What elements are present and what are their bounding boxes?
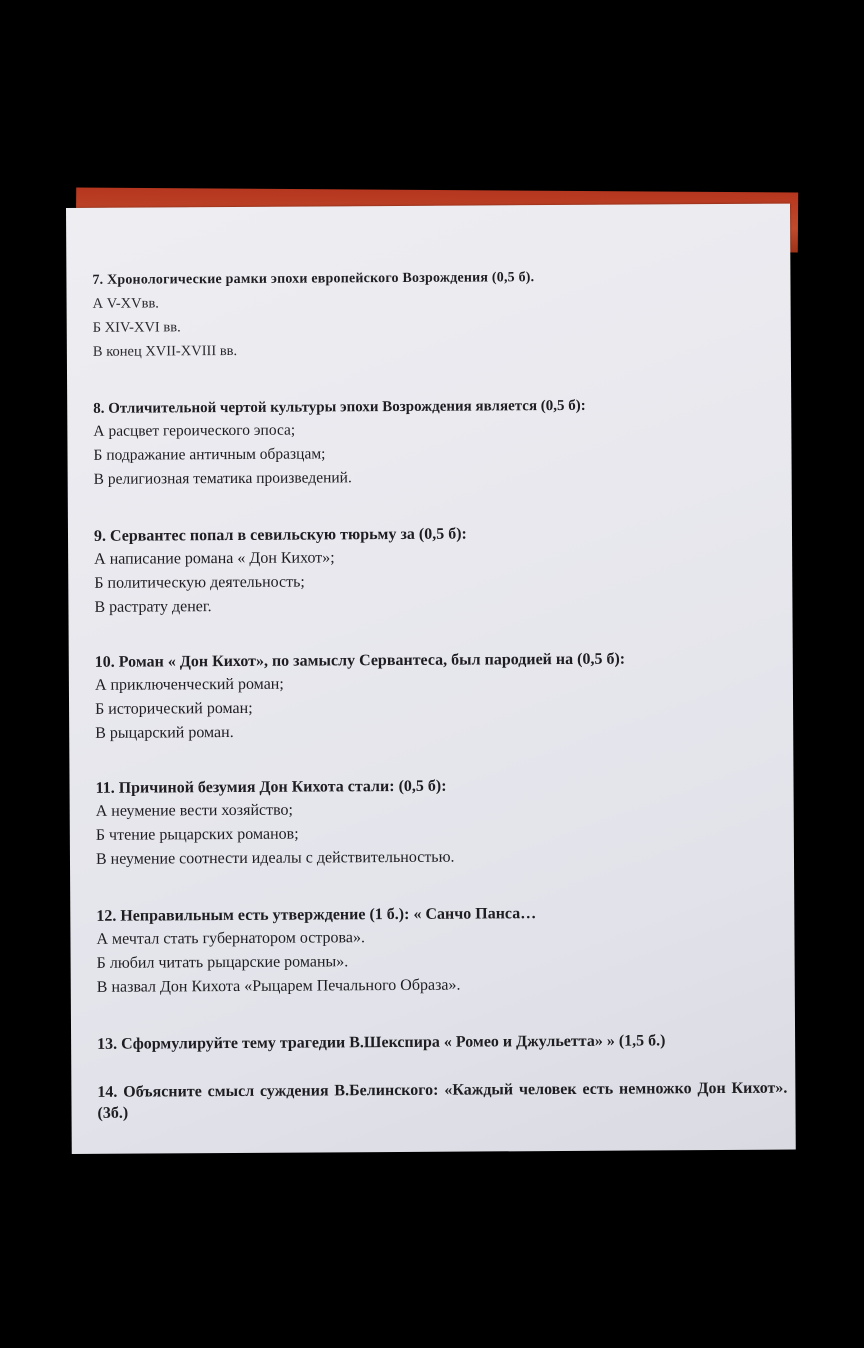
question-title: 13. Сформулируйте тему трагедии В.Шекспира « Ромео и Джульетта» » (1,5 б.) xyxy=(97,1032,666,1053)
answer-option-c: В религиозная тематика произведений. xyxy=(93,469,352,488)
question-8 xyxy=(93,394,792,492)
question-title: 12. Неправильным есть утверждение (1 б.): « Санчо Панса… xyxy=(96,905,537,925)
answer-option-b: Б XIV-XVI вв. xyxy=(92,319,181,336)
answer-option-c: В назвал Дон Кихота «Рыцарем Печального Образа». xyxy=(96,976,461,996)
question-title: 7. Хронологические рамки эпохи европейского Возрождения (0,5 б). xyxy=(92,270,535,288)
question-7 xyxy=(92,266,791,364)
answer-option-b: Б чтение рыцарских романов; xyxy=(95,825,299,844)
answer-option-a: А V-XVвв. xyxy=(92,295,159,312)
answer-option-c: В растрату денег. xyxy=(94,598,212,616)
question-title: 10. Роман « Дон Кихот», по замыслу Сервантеса, был пародией на (0,5 б): xyxy=(94,650,626,671)
answer-option-a: А расцвет героического эпоса; xyxy=(93,421,296,440)
question-11 xyxy=(95,774,794,872)
answer-option-b: Б любил читать рыцарские романы». xyxy=(96,953,349,972)
answer-option-b: Б политическую деятельность; xyxy=(94,573,305,592)
answer-option-c: В конец XVII-XVIII вв. xyxy=(92,342,238,360)
answer-option-b: Б исторический роман; xyxy=(95,699,253,718)
answer-option-c: В рыцарский роман. xyxy=(95,723,234,742)
question-title: 8. Отличительной чертой культуры эпохи Возрождения является (0,5 б): xyxy=(93,397,586,417)
paper-sheet xyxy=(66,204,796,1154)
question-14 xyxy=(97,1078,795,1124)
question-title: 11. Причиной безумия Дон Кихота стали: (0,5 б): xyxy=(95,777,447,797)
question-title: 9. Сервантес попал в севильскую тюрьму за (0,5 б): xyxy=(93,525,467,545)
question-9 xyxy=(94,522,793,620)
answer-option-a: А мечтал стать губернатором острова». xyxy=(96,929,365,948)
worksheet-content xyxy=(92,266,795,1124)
answer-option-a: А написание романа « Дон Кихот»; xyxy=(94,549,335,568)
answer-option-a: А приключенческий роман; xyxy=(94,675,284,694)
question-12 xyxy=(96,902,795,1000)
answer-option-a: А неумение вести хозяйство; xyxy=(95,801,294,820)
question-10 xyxy=(95,648,794,746)
answer-option-c: В неумение соотнести идеалы с действительностью. xyxy=(95,848,455,868)
question-title: 14. Объясните смысл суждения В.Белинского: «Каждый человек есть немножко Дон Кихот». (3б.) xyxy=(97,1079,788,1122)
answer-option-b: Б подражание античным образцам; xyxy=(93,445,326,464)
